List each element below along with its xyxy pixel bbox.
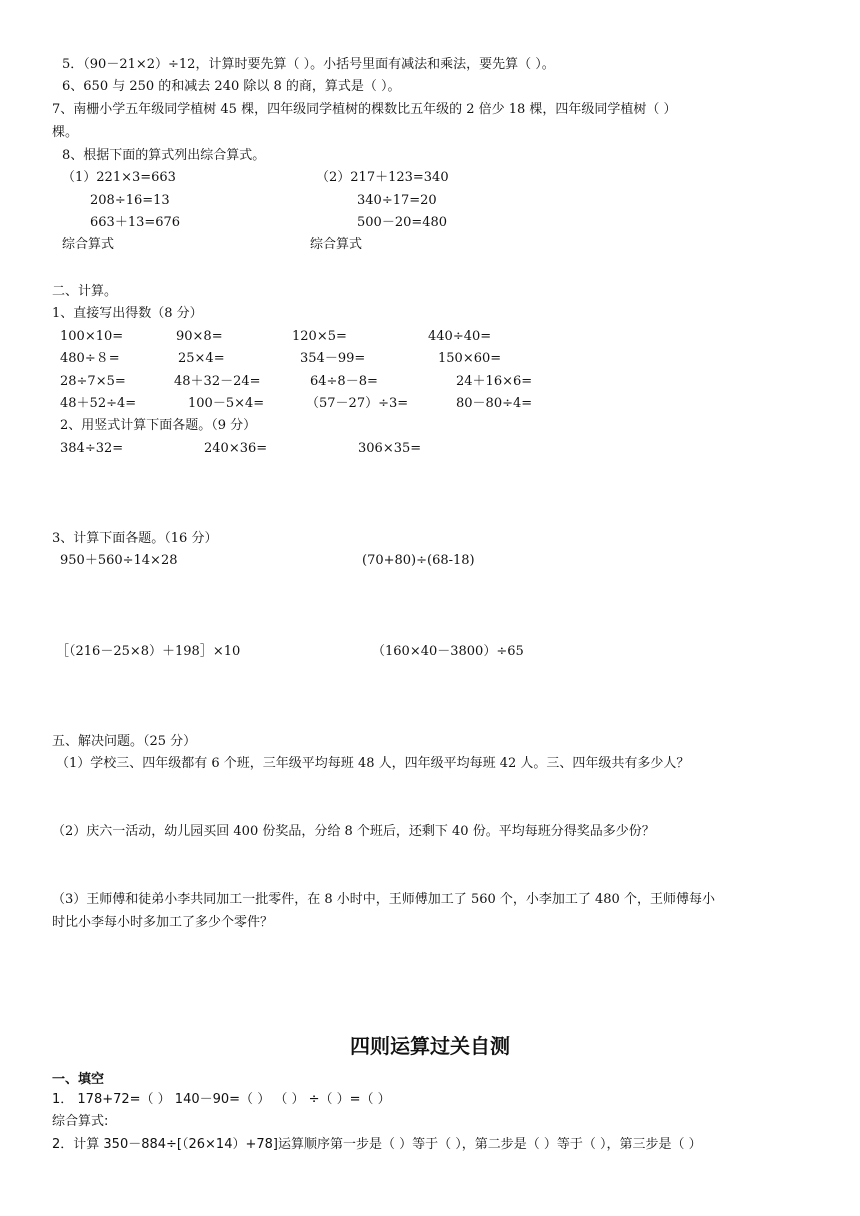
calc-r3c3: 64÷8－8=: [310, 374, 378, 389]
problem-3-line2: 时比小李每小时多加工了多少个零件？: [52, 915, 274, 930]
calc-r3c1: 28÷7×5=: [60, 374, 126, 389]
problem-3-line1: （3）王师傅和徒弟小李共同加工一批零件，在 8 小时中，王师傅加工了 560 个，小李加工了 480 个，王师傅每小: [52, 892, 715, 907]
section-2-title: 二、计算。: [52, 284, 118, 299]
q8-left-line2: 208÷16=13: [90, 193, 170, 208]
calc-r1c2: 90×8=: [176, 329, 223, 344]
calc-r2c3: 354－99=: [300, 351, 366, 366]
calc-r4c4: 80－80÷4=: [456, 396, 533, 411]
calc-r3c2: 48＋32－24=: [174, 374, 261, 389]
calc-r1c4: 440÷40=: [428, 329, 492, 344]
page2-combined-label: 综合算式:: [52, 1114, 109, 1129]
section-2-sub1: 1、直接写出得数（8 分）: [52, 306, 203, 321]
q8-right-line1: （2）217＋123=340: [316, 170, 449, 185]
problem-1: （1）学校三、四年级都有 6 个班，三年级平均每班 48 人，四年级平均每班 42 人。三、四年级共有多少人？: [56, 756, 690, 771]
page2-question-2: 2．计算 350－884÷[（26×14）+78]运算顺序第一步是（ ）等于（ ），第二步是（ ）等于（ ），第三步是（ ）: [52, 1137, 702, 1152]
problem-2: （2）庆六一活动，幼儿园买回 400 份奖品，分给 8 个班后，还剩下 40 份。平均每班分得奖品多少份？: [52, 824, 655, 839]
q8-left-line1: （1）221×3=663: [62, 170, 176, 185]
calc-r2c4: 150×60=: [438, 351, 502, 366]
calc-r1c1: 100×10=: [60, 329, 124, 344]
vertical-1: 384÷32=: [60, 441, 124, 456]
calc-r1c3: 120×5=: [292, 329, 347, 344]
section-2-sub3: 3、计算下面各题。（16 分）: [52, 531, 218, 546]
calc-r4c3: （57－27）÷3=: [306, 396, 409, 411]
q8-right-line3: 500－20=480: [357, 215, 448, 230]
calc-r3c4: 24＋16×6=: [456, 374, 533, 389]
vertical-3: 306×35=: [358, 441, 422, 456]
section-2-sub2: 2、用竖式计算下面各题。（9 分）: [60, 418, 257, 433]
q8-right-combined: 综合算式: [310, 237, 363, 252]
calc-expr-3: ［（216－25×8）＋198］×10: [56, 644, 241, 659]
question-7-line2: 棵。: [52, 125, 79, 140]
calc-r4c2: 100－5×4=: [188, 396, 265, 411]
calc-expr-4: （160×40－3800）÷65: [372, 644, 524, 659]
section-5-title: 五、解决问题。（25 分）: [52, 734, 197, 749]
calc-r2c2: 25×4=: [178, 351, 225, 366]
page2-section-1: 一、填空: [52, 1072, 105, 1087]
page2-question-1: 1． 178+72=（ ） 140－90=（ ） （ ） ÷（ ）=（ ）: [52, 1092, 391, 1107]
question-8: 8、根据下面的算式列出综合算式。: [62, 148, 266, 163]
calc-expr-2: (70+80)÷(68-18): [362, 553, 475, 568]
page-title: 四则运算过关自测: [350, 1034, 510, 1058]
q8-left-line3: 663＋13=676: [90, 215, 181, 230]
calc-r4c1: 48＋52÷4=: [60, 396, 137, 411]
question-7-line1: 7、南栅小学五年级同学植树 45 棵，四年级同学植树的棵数比五年级的 2 倍少 18 棵，四年级同学植树（ ）: [52, 102, 677, 117]
q8-right-line2: 340÷17=20: [357, 193, 437, 208]
q8-left-combined: 综合算式: [62, 237, 115, 252]
question-6: 6、650 与 250 的和减去 240 除以 8 的商，算式是（ ）。: [62, 79, 401, 94]
question-5: 5．（90－21×2）÷12，计算时要先算（ ）。小括号里面有减法和乘法，要先算（ ）。: [62, 57, 555, 72]
vertical-2: 240×36=: [204, 441, 268, 456]
calc-r2c1: 480÷８=: [60, 351, 120, 366]
calc-expr-1: 950＋560÷14×28: [60, 553, 178, 568]
